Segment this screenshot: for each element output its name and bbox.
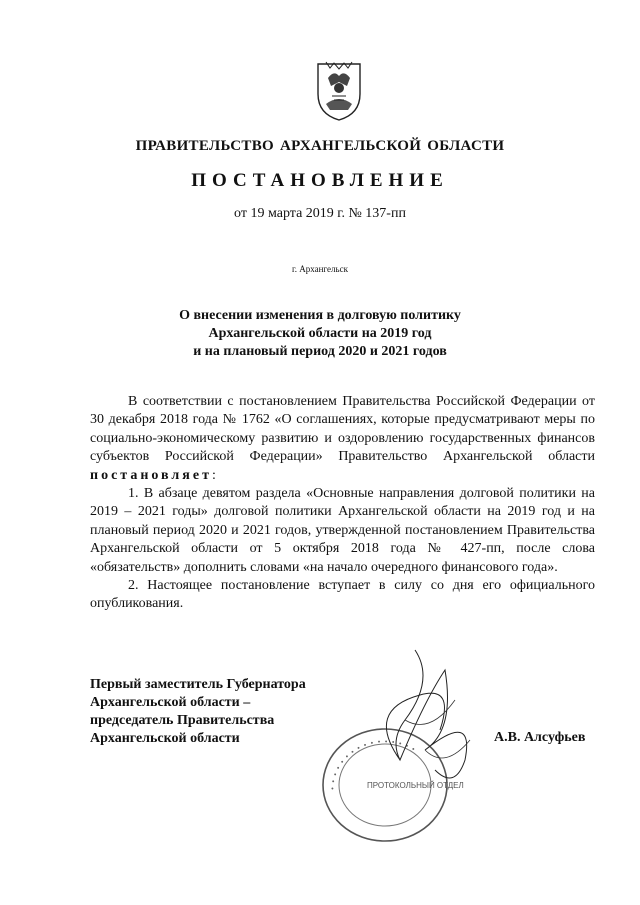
document-body xyxy=(90,393,595,614)
document-city: г. Архангельск xyxy=(292,264,348,274)
decree-word: постановляет xyxy=(90,467,212,483)
intro-colon: : xyxy=(211,467,216,483)
arkhangelsk-coat-of-arms-icon xyxy=(314,60,364,122)
signatory-title-line: Первый заместитель Губернатора xyxy=(90,677,306,692)
item-2-paragraph: 2. Настоящее постановление вступает в силу со дня его официального опубликования. xyxy=(90,578,595,612)
signatory-name: А.В. Алсуфьев xyxy=(494,730,586,745)
document-type-title: ПОСТАНОВЛЕНИЕ xyxy=(191,170,449,191)
signatory-title xyxy=(90,676,306,748)
stamp-text: ПРОТОКОЛЬНЫЙ ОТДЕЛ xyxy=(367,781,464,790)
document-subject xyxy=(0,307,640,361)
signatory-title-line: Архангельской области – xyxy=(90,695,251,710)
subject-line: и на плановый период 2020 и 2021 годов xyxy=(193,344,447,359)
svg-text:• • • • • • • • • • • • • • •: • • • • • • • • • • • • • • • • xyxy=(327,736,418,791)
subject-line: О внесении изменения в долговую политику xyxy=(179,308,461,323)
intro-text: В соответствии с постановлением Правительства Российской Федерации от 30 декабря 2018 года № 1762 «О соглашениях, которые предусматривают меры по социально-экономическому развитию и оздоровлению государственных финансов субъектов Российской Федерации» Правительство Архангельской области xyxy=(90,394,595,465)
organization-title: ПРАВИТЕЛЬСТВО АРХАНГЕЛЬСКОЙ ОБЛАСТИ xyxy=(135,138,505,154)
signatory-title-line: председатель Правительства xyxy=(90,713,275,728)
item-1-paragraph: 1. В абзаце девятом раздела «Основные направления долговой политики на 2019 – 2021 годы» долговой политики Архангельской области на 2019 год и на плановый период 2020 и 2021 годов, утвержденной постановлением Правительства Архангельской области от 5 октября 2018 года № 427-пп, после слова «обязательств» дополнить словами «на начало очередного финансового года». xyxy=(90,486,595,575)
subject-line: Архангельской области на 2019 год xyxy=(208,326,432,341)
intro-paragraph xyxy=(90,393,595,485)
document-date-number: от 19 марта 2019 г. № 137-пп xyxy=(234,206,406,221)
signatory-title-line: Архангельской области xyxy=(90,731,240,746)
